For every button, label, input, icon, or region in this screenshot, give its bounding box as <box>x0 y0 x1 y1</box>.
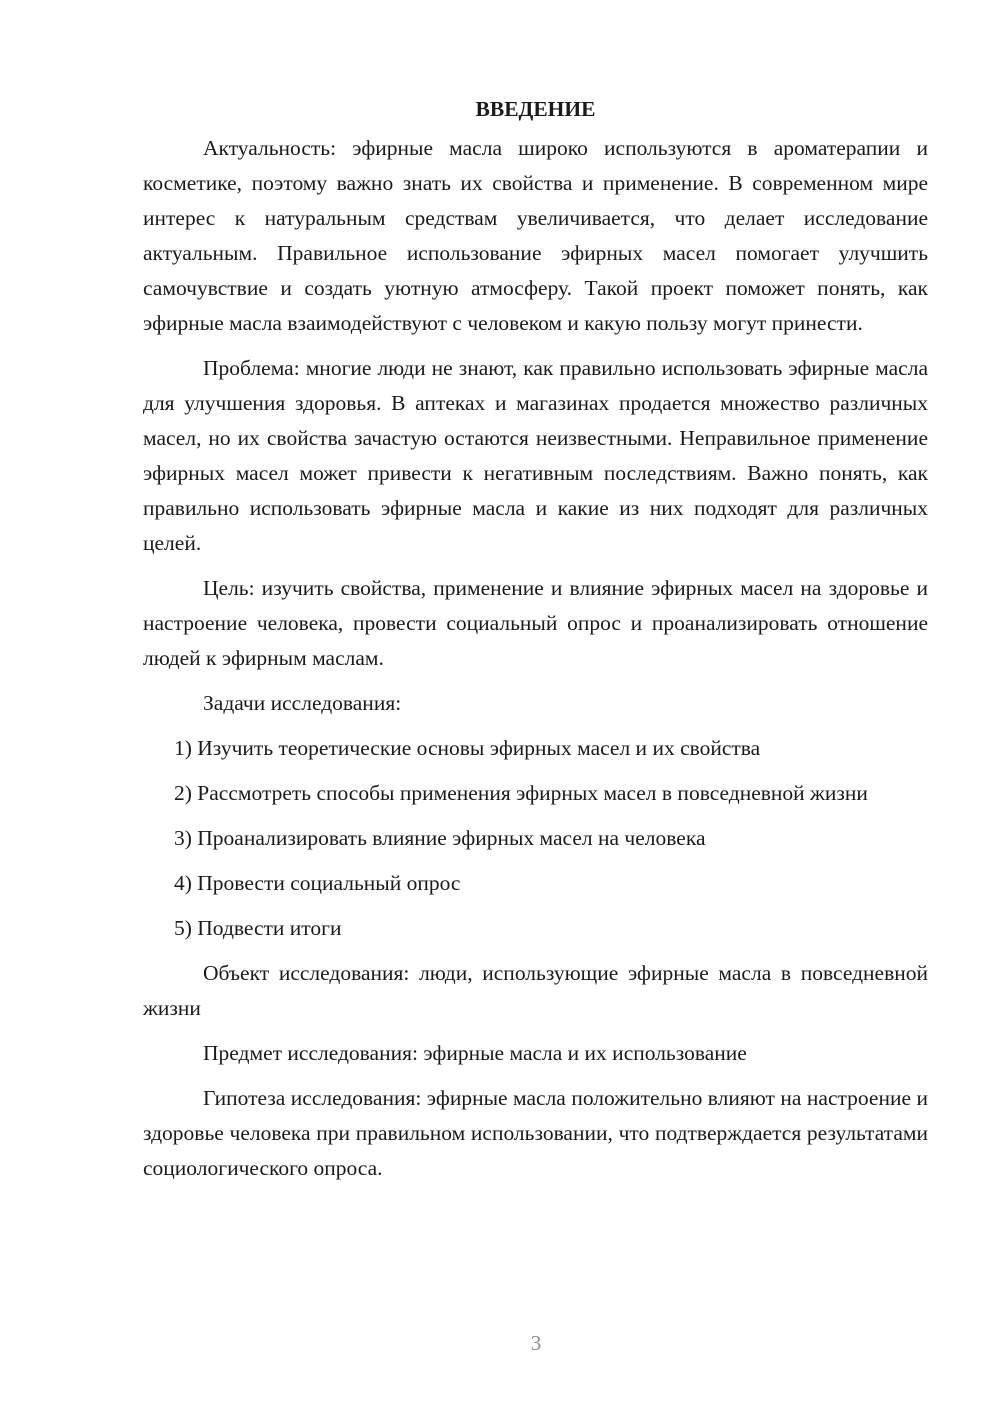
document-page <box>143 92 928 1196</box>
goal-paragraph: Цель: изучить свойства, применение и влияние эфирных масел на здоровье и настроение человека, провести социальный опрос и проанализировать отношение людей к эфирным маслам. <box>143 576 928 670</box>
page-title: ВВЕДЕНИЕ <box>475 97 596 121</box>
task-item: 4) Провести социальный опрос <box>174 871 461 895</box>
tasks-heading: Задачи исследования: <box>203 691 402 715</box>
tasks-list <box>143 731 928 946</box>
problem-paragraph: Проблема: многие люди не знают, как правильно использовать эфирные масла для улучшения здоровья. В аптеках и магазинах продается множество различных масел, но их свойства зачастую остаются неизвестными. Неправильное применение эфирных масел может привести к негативным последствиям. Важно понять, как правильно использовать эфирные масла и какие из них подходят для различных целей. <box>143 356 928 555</box>
task-item: 1) Изучить теоретические основы эфирных масел и их свойства <box>174 736 761 760</box>
hypothesis-paragraph: Гипотеза исследования: эфирные масла положительно влияют на настроение и здоровье человека при правильном использовании, что подтверждается результатами социологического опроса. <box>143 1086 928 1180</box>
task-item: 2) Рассмотреть способы применения эфирных масел в повседневной жизни <box>174 781 868 805</box>
page-number: 3 <box>530 1331 542 1355</box>
object-paragraph: Объект исследования: люди, использующие эфирные масла в повседневной жизни <box>143 961 928 1020</box>
relevance-paragraph: Актуальность: эфирные масла широко используются в ароматерапии и косметике, поэтому важно знать их свойства и применение. В современном мире интерес к натуральным средствам увеличивается, что делает исследование актуальным. Правильное использование эфирных масел помогает улучшить самочувствие и создать уютную атмосферу. Такой проект поможет понять, как эфирные масла взаимодействуют с человеком и какую пользу могут принести. <box>143 136 928 335</box>
task-item: 5) Подвести итоги <box>174 916 342 940</box>
subject-paragraph: Предмет исследования: эфирные масла и их использование <box>203 1041 747 1065</box>
task-item: 3) Проанализировать влияние эфирных масел на человека <box>174 826 706 850</box>
